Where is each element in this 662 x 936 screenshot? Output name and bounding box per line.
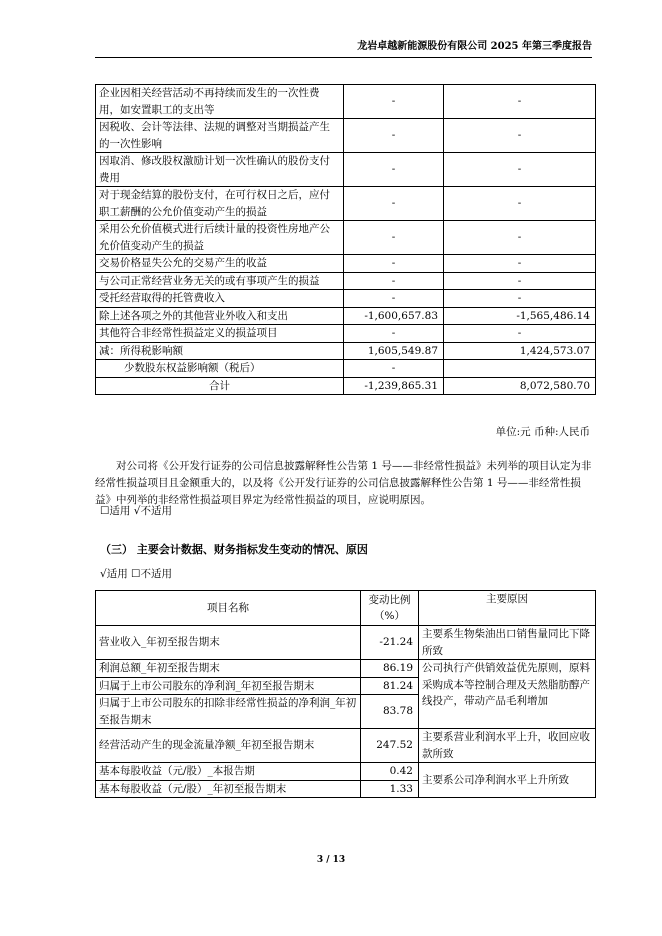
non-recurring-gains-table [95, 84, 596, 395]
change-ratio: 83.78 [361, 695, 419, 729]
value-ytd: - [444, 290, 596, 308]
table-header-row [96, 591, 596, 626]
unit-label: 单位:元 币种:人民币 [495, 426, 590, 438]
reason-text: 主要系公司净利润水平上升所致 [419, 763, 596, 798]
value-current: - [344, 85, 444, 119]
value-ytd: - [444, 153, 596, 187]
table-row [96, 290, 596, 308]
row-label: 受托经营取得的托管费收入 [96, 290, 344, 308]
reason-text: 公司执行产供销效益优先原则，原料采购成本等控制合理及天然脂肪醇产线投产，带动产品毛利增加 [419, 660, 596, 729]
reason-text: 主要系营业利润水平上升，收回应收款所致 [419, 729, 596, 763]
table-row [96, 119, 596, 153]
change-ratio: -21.24 [361, 626, 419, 660]
value-current: -1,239,865.31 [344, 377, 444, 395]
value-current: - [344, 272, 444, 290]
table-row [96, 626, 596, 660]
table-row [96, 85, 596, 119]
item-name: 基本每股收益（元/股）_年初至报告期末 [96, 780, 361, 798]
row-label: 与公司正常经营业务无关的或有事项产生的损益 [96, 272, 344, 290]
value-current: - [344, 290, 444, 308]
header-reason: 主要原因 [419, 591, 596, 626]
table-row [96, 187, 596, 221]
value-ytd: - [444, 325, 596, 343]
row-label: 企业因相关经营活动不再持续而发生的一次性费用，如安置职工的支出等 [96, 85, 344, 119]
table-row [96, 221, 596, 255]
value-current: - [344, 153, 444, 187]
value-ytd: - [444, 272, 596, 290]
row-label: 除上述各项之外的其他营业外收入和支出 [96, 307, 344, 325]
value-ytd: 1,424,573.07 [444, 342, 596, 360]
row-label: 因取消、修改股权激励计划一次性确认的股份支付费用 [96, 153, 344, 187]
table-row [96, 272, 596, 290]
table-row [96, 660, 596, 678]
value-current: - [344, 221, 444, 255]
row-label: 采用公允价值模式进行后续计量的投资性房地产公允价值变动产生的损益 [96, 221, 344, 255]
page-header: 龙岩卓越新能源股份有限公司 2025 年第三季度报告 [95, 40, 592, 58]
item-name: 营业收入_年初至报告期末 [96, 626, 361, 660]
item-name: 归属于上市公司股东的净利润_年初至报告期末 [96, 677, 361, 695]
row-label: 少数股东权益影响额（税后） [96, 360, 344, 378]
value-ytd: -1,565,486.14 [444, 307, 596, 325]
change-ratio: 0.42 [361, 763, 419, 781]
item-name: 基本每股收益（元/股）_本报告期 [96, 763, 361, 781]
applicability-choice: ☐适用 √不适用 [100, 505, 172, 517]
item-name: 归属于上市公司股东的扣除非经常性损益的净利润_年初至报告期末 [96, 695, 361, 729]
row-label: 其他符合非经常性损益定义的损益项目 [96, 325, 344, 343]
table-row [96, 153, 596, 187]
value-current: - [344, 187, 444, 221]
table-row [96, 763, 596, 781]
value-ytd [444, 360, 596, 378]
table-row-total [96, 377, 596, 395]
section-title: （三） 主要会计数据、财务指标发生变动的情况、原因 [100, 543, 368, 556]
change-ratio: 247.52 [361, 729, 419, 763]
value-current: - [344, 255, 444, 273]
change-ratio: 86.19 [361, 660, 419, 678]
value-current: - [344, 119, 444, 153]
value-ytd: 8,072,580.70 [444, 377, 596, 395]
row-label: 交易价格显失公允的交易产生的收益 [96, 255, 344, 273]
row-label: 合计 [96, 377, 344, 395]
change-ratio: 1.33 [361, 780, 419, 798]
table-row [96, 325, 596, 343]
table-row [96, 360, 596, 378]
value-current: -1,600,657.83 [344, 307, 444, 325]
value-ytd: - [444, 221, 596, 255]
changes-table [95, 590, 596, 798]
value-current: 1,605,549.87 [344, 342, 444, 360]
value-current: - [344, 360, 444, 378]
value-ytd: - [444, 119, 596, 153]
item-name: 利润总额_年初至报告期末 [96, 660, 361, 678]
value-ytd: - [444, 187, 596, 221]
reason-text: 主要系生物柴油出口销售量同比下降所致 [419, 626, 596, 660]
value-current: - [344, 325, 444, 343]
item-name: 经营活动产生的现金流量净额_年初至报告期末 [96, 729, 361, 763]
row-label: 减：所得税影响额 [96, 342, 344, 360]
page-number: 3 / 13 [316, 855, 346, 865]
header-ratio: 变动比例（%） [361, 591, 419, 626]
table-row [96, 307, 596, 325]
table-row [96, 342, 596, 360]
table-row [96, 729, 596, 763]
value-ytd: - [444, 85, 596, 119]
table-row [96, 255, 596, 273]
row-label: 对于现金结算的股份支付，在可行权日之后，应付职工薪酬的公允价值变动产生的损益 [96, 187, 344, 221]
change-ratio: 81.24 [361, 677, 419, 695]
explanation-paragraph: 对公司将《公开发行证券的公司信息披露解释性公告第 1 号——非经常性损益》未列举的项目认定为非经常性损益项目且金额重大的，以及将《公开发行证券的公司信息披露解释性公告第 1 号——非经常性损益》中列举的非经常性损益项目界定为经常性损益的项目，应说明原因。 [95, 460, 592, 506]
value-ytd: - [444, 255, 596, 273]
row-label: 因税收、会计等法律、法规的调整对当期损益产生的一次性影响 [96, 119, 344, 153]
section-applicability-choice: √适用 ☐不适用 [100, 568, 172, 580]
header-item: 项目名称 [96, 591, 361, 626]
